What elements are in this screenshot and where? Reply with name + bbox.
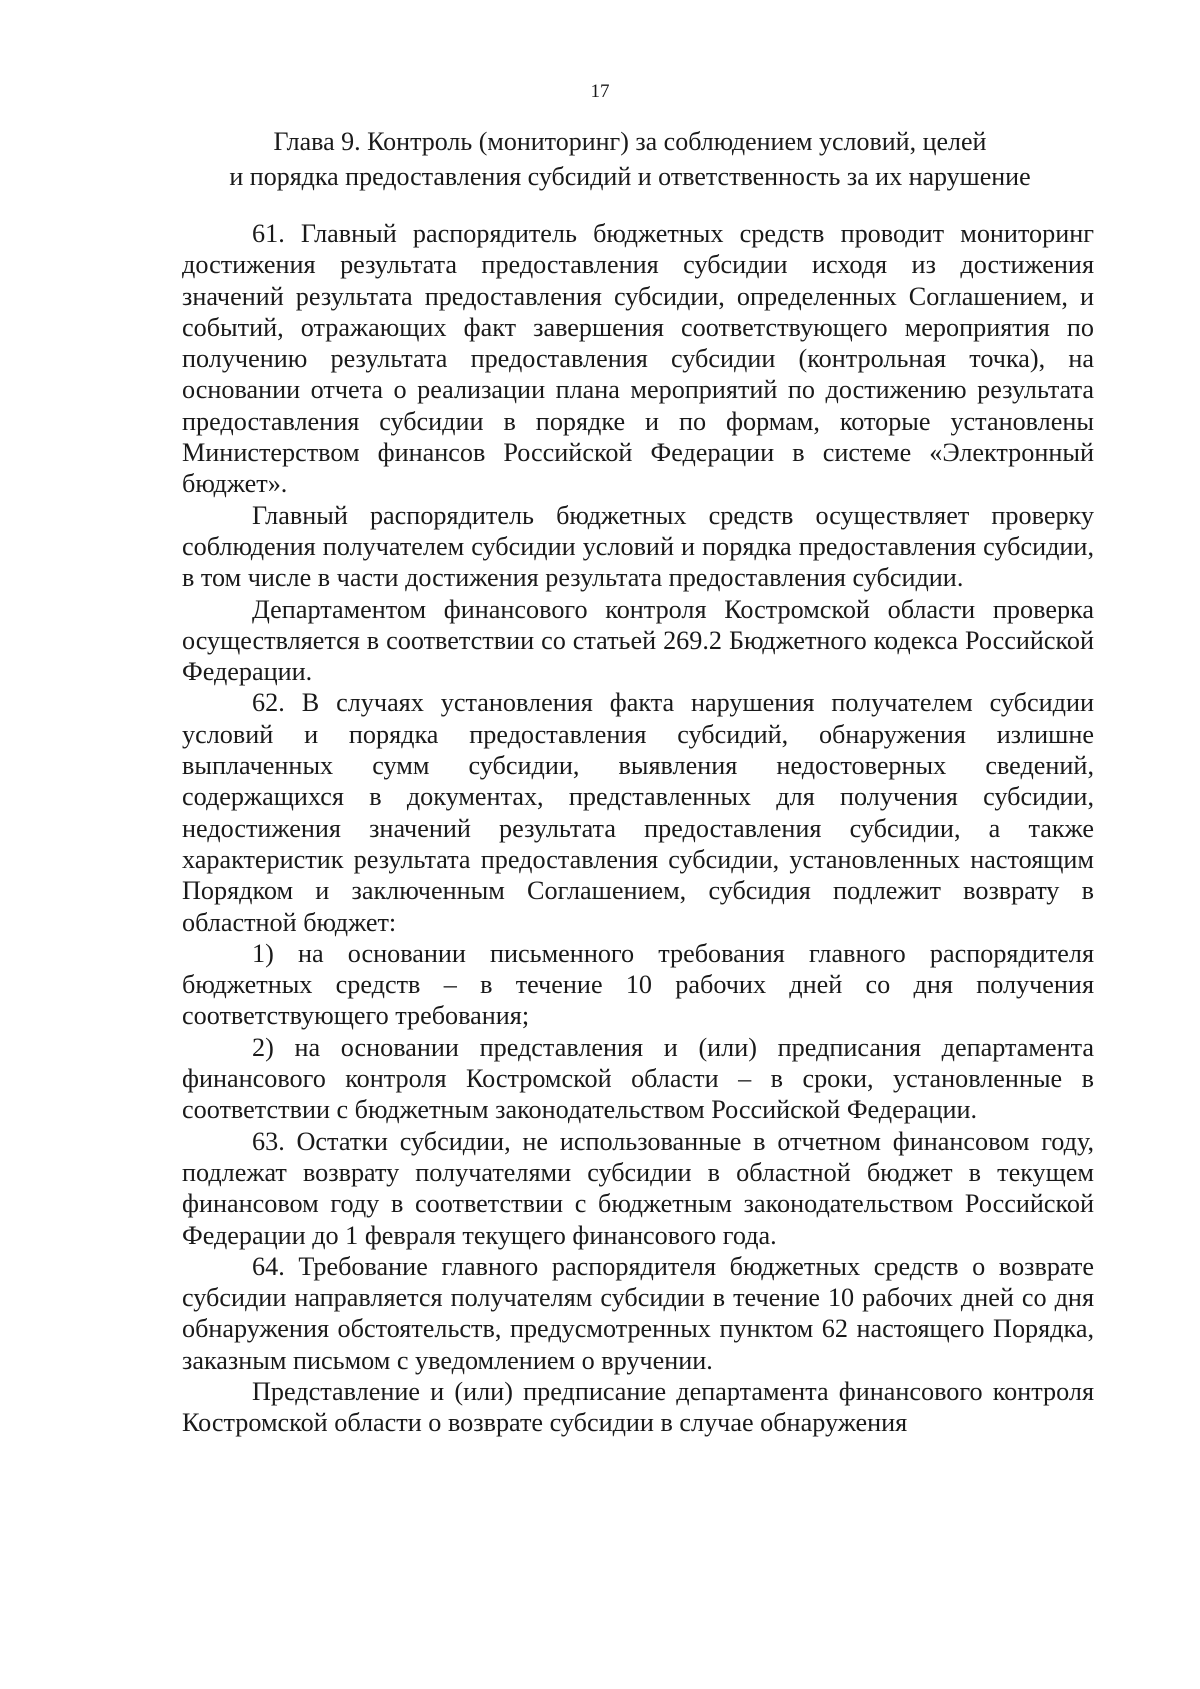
chapter-title-line-2: и порядка предоставления субсидий и ответственность за их нарушение: [229, 162, 1031, 191]
paragraph-62-item-2: 2) на основании представления и (или) предписания департамента финансового контроля Костромской области – в сроки, установленные в соответствии с бюджетным законодательством Российской Федерации.: [182, 1032, 1094, 1125]
paragraph-verification: Главный распорядитель бюджетных средств осуществляет проверку соблюдения получателем субсидии условий и порядка предоставления субсидии, в том числе в части достижения результата предоставления субсидии.: [182, 500, 1094, 593]
paragraph-representation: Представление и (или) предписание департамента финансового контроля Костромской области о возврате субсидии в случае обнаружения: [182, 1376, 1094, 1438]
paragraph-62-item-1: 1) на основании письменного требования главного распорядителя бюджетных средств – в течение 10 рабочих дней со дня получения соответствующего требования;: [182, 938, 1094, 1031]
paragraph-61: 61. Главный распорядитель бюджетных средств проводит мониторинг достижения результата предоставления субсидии исходя из достижения значений результата предоставления субсидии, определенных Соглашением, и событий, отражающих факт завершения соответствующего мероприятия по получению результата предоставления субсидии (контрольная точка), на основании отчета о реализации плана мероприятий по достижению результата предоставления субсидии в порядке и по формам, которые установлены Министерством финансов Российской Федерации в системе «Электронный бюджет».: [182, 219, 1094, 499]
paragraph-62: 62. В случаях установления факта нарушения получателем субсидии условий и порядка предоставления субсидий, обнаружения излишне выплаченных сумм субсидии, выявления недостоверных сведений, содержащихся в документах, представленных для получения субсидии, недостижения значений результата предоставления субсидии, а также характеристик результата предоставления субсидии, установленных настоящим Порядком и заключенным Соглашением, субсидия подлежит возврату в областной бюджет:: [182, 688, 1094, 937]
paragraph-64: 64. Требование главного распорядителя бюджетных средств о возврате субсидии направляется получателям субсидии в течение 10 рабочих дней со дня обнаружения обстоятельств, предусмотренных пунктом 62 настоящего Порядка, заказным письмом с уведомлением о вручении.: [182, 1251, 1094, 1375]
paragraph-63: 63. Остатки субсидии, не использованные в отчетном финансовом году, подлежат возврату получателями субсидии в областной бюджет в текущем финансовом году в соответствии с бюджетным законодательством Российской Федерации до 1 февраля текущего финансового года.: [182, 1126, 1094, 1250]
paragraph-financial-control: Департаментом финансового контроля Костромской области проверка осуществляется в соответствии со статьей 269.2 Бюджетного кодекса Российской Федерации.: [182, 594, 1094, 687]
chapter-title-line-1: Глава 9. Контроль (мониторинг) за соблюдением условий, целей: [273, 127, 987, 156]
page-number: 17: [590, 81, 610, 102]
chapter-title: [150, 124, 1110, 194]
document-body: [182, 218, 1094, 1439]
